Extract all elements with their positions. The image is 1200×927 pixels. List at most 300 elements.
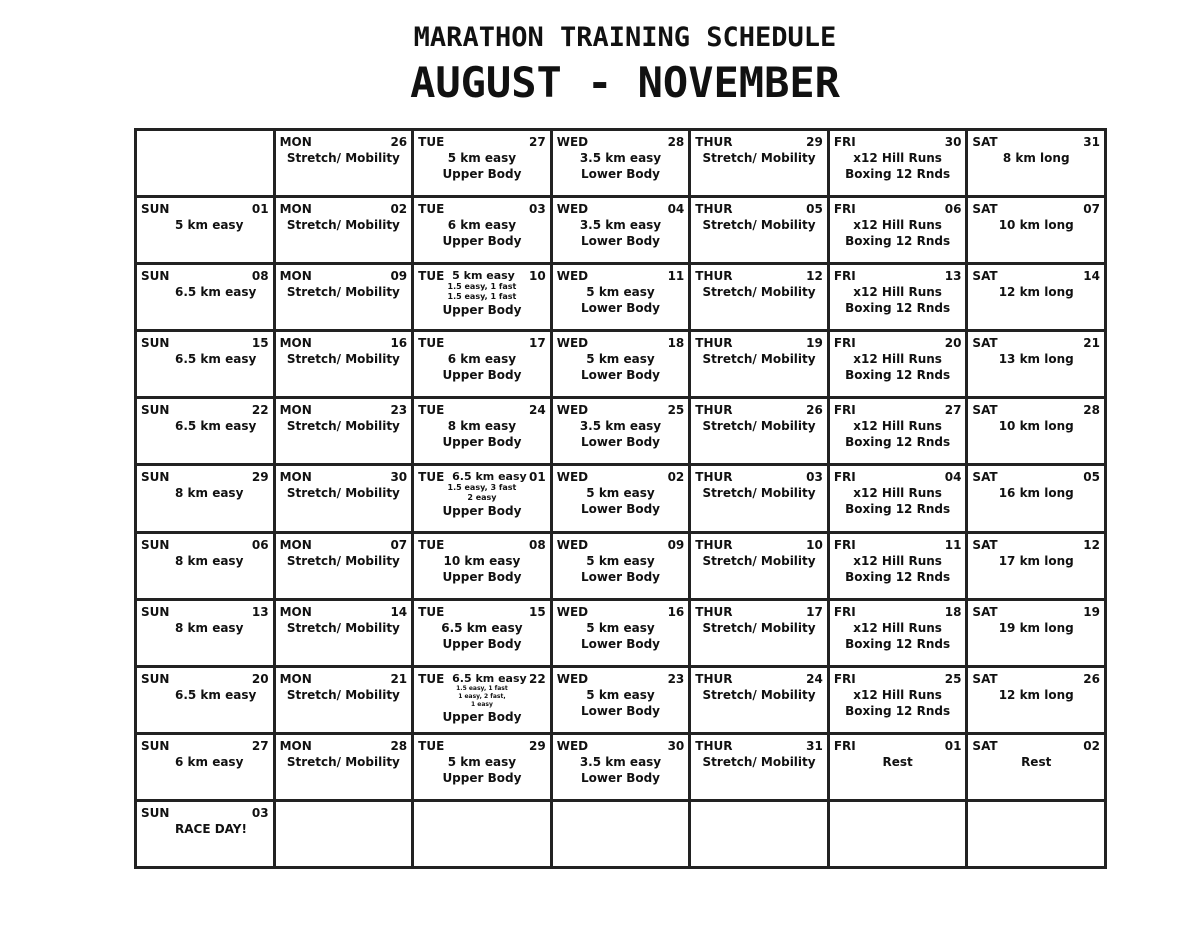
weekday-label: MON xyxy=(279,269,312,284)
workout-line: 8 km easy xyxy=(175,553,244,568)
weekday-label: SUN xyxy=(141,269,170,284)
workout-details xyxy=(175,217,243,233)
workout-line: 5 km easy xyxy=(586,620,655,635)
workout-line: Lower Body xyxy=(580,703,660,718)
workout-line: 5 km easy xyxy=(586,687,655,702)
calendar-cell xyxy=(137,399,273,463)
workout-line: 5 km easy xyxy=(586,553,655,568)
workout-line: 5 km easy xyxy=(447,151,517,165)
date-number: 13 xyxy=(944,269,962,284)
weekday-label: SAT xyxy=(972,470,998,485)
weekday-label: WED xyxy=(556,537,589,552)
workout-line: Upper Body xyxy=(442,770,522,785)
date-number: 19 xyxy=(806,336,823,351)
date-number: 27 xyxy=(944,403,962,418)
calendar-cell xyxy=(968,735,1104,799)
workout-line: Stretch/ Mobility xyxy=(702,754,816,769)
calendar-cell xyxy=(276,534,412,598)
interval-note: 1 easy xyxy=(470,700,493,708)
workout-details xyxy=(276,754,412,770)
calendar-cell xyxy=(137,601,273,665)
workout-line: 5 km easy xyxy=(447,754,517,769)
calendar-cell xyxy=(968,399,1104,463)
workout-line: 5 km easy xyxy=(586,352,655,367)
weekday-label: TUE xyxy=(418,202,445,217)
workout-line: x12 Hill Runs xyxy=(853,620,942,635)
workout-line: Boxing 12 Rnds xyxy=(845,167,951,181)
workout-details xyxy=(691,485,827,501)
date-number: 30 xyxy=(390,470,408,485)
weekday-label: SAT xyxy=(972,537,998,552)
date-number: 03 xyxy=(806,470,823,485)
calendar-cell xyxy=(414,534,550,598)
date-number: 10 xyxy=(529,269,546,284)
calendar-cell xyxy=(830,466,966,530)
weekday-label: THUR xyxy=(695,738,733,753)
workout-line: 8 km long xyxy=(1002,151,1070,165)
workout-line: RACE DAY! xyxy=(175,821,247,836)
date-number: 04 xyxy=(944,470,962,485)
workout-line: 3.5 km easy xyxy=(579,151,662,165)
workout-details xyxy=(414,217,550,249)
workout-details xyxy=(553,284,689,316)
calendar-cell xyxy=(691,332,827,396)
workout-line: x12 Hill Runs xyxy=(853,687,942,702)
weekday-label: MON xyxy=(279,403,312,418)
workout-line: Lower Body xyxy=(580,569,660,584)
date-number: 30 xyxy=(944,135,962,149)
workout-line: Stretch/ Mobility xyxy=(286,218,400,233)
weekday-label: TUE xyxy=(418,336,445,351)
weekday-label: MON xyxy=(279,671,312,686)
calendar-grid xyxy=(134,128,1107,869)
weekday-label: FRI xyxy=(833,269,856,284)
date-number: 05 xyxy=(806,202,823,217)
weekday-label: THUR xyxy=(695,202,733,217)
workout-details xyxy=(553,687,689,719)
date-number: 01 xyxy=(251,202,269,217)
date-number: 10 xyxy=(806,537,823,552)
workout-details xyxy=(175,553,243,569)
workout-line: Upper Body xyxy=(442,636,522,651)
workout-line: 6 km easy xyxy=(175,754,244,769)
workout-line: x12 Hill Runs xyxy=(853,486,942,501)
workout-line: 6.5 km easy xyxy=(175,352,257,367)
interval-note: 1.5 easy, 1 fast xyxy=(447,292,517,302)
date-number: 14 xyxy=(1083,269,1100,284)
calendar-cell xyxy=(830,399,966,463)
date-number: 01 xyxy=(944,738,962,753)
weekday-label: THUR xyxy=(695,537,733,552)
workout-line: 16 km long xyxy=(998,486,1074,501)
workout-line: 19 km long xyxy=(998,620,1074,635)
workout-details xyxy=(414,754,550,786)
workout-line: Lower Body xyxy=(580,167,660,181)
date-number: 02 xyxy=(667,470,685,485)
date-number: 15 xyxy=(529,604,546,619)
workout-details xyxy=(175,418,256,434)
weekday-label: TUE xyxy=(418,470,445,485)
weekday-label: MON xyxy=(279,738,312,753)
weekday-label: TUE xyxy=(418,537,445,552)
date-number: 31 xyxy=(1083,135,1100,149)
date-number: 30 xyxy=(667,738,685,753)
workout-details xyxy=(553,217,689,249)
calendar-cell xyxy=(968,131,1104,195)
date-number: 07 xyxy=(390,537,408,552)
weekday-label: SAT xyxy=(972,604,998,619)
workout-details xyxy=(830,485,966,517)
workout-line: Stretch/ Mobility xyxy=(286,151,400,165)
calendar-cell xyxy=(137,802,273,866)
date-number: 16 xyxy=(667,604,685,619)
date-number: 03 xyxy=(251,805,269,820)
workout-details xyxy=(175,351,256,367)
date-number: 11 xyxy=(944,537,962,552)
workout-line: Stretch/ Mobility xyxy=(702,553,816,568)
calendar-cell xyxy=(414,399,550,463)
calendar-cell xyxy=(691,198,827,262)
workout-details xyxy=(276,418,412,434)
calendar-cell xyxy=(414,601,550,665)
weekday-label: SAT xyxy=(972,202,998,217)
calendar-cell xyxy=(276,131,412,195)
workout-details xyxy=(175,754,243,770)
calendar-cell xyxy=(830,265,966,329)
date-number: 05 xyxy=(1083,470,1100,485)
calendar-cell xyxy=(968,802,1104,866)
weekday-label: MON xyxy=(279,135,312,149)
weekday-label: SAT xyxy=(972,269,998,284)
weekday-label: THUR xyxy=(695,336,733,351)
interval-note: 1.5 easy, 1 fast xyxy=(447,282,517,292)
weekday-label: FRI xyxy=(833,403,856,418)
workout-line: x12 Hill Runs xyxy=(853,352,942,367)
workout-line: 6.5 km easy xyxy=(175,419,257,434)
workout-line: 10 km easy xyxy=(443,553,521,568)
interval-note: 1.5 easy, 3 fast xyxy=(447,483,517,493)
weekday-label: FRI xyxy=(833,470,856,485)
date-number: 07 xyxy=(1083,202,1100,217)
weekday-label: FRI xyxy=(833,202,856,217)
workout-details xyxy=(553,620,689,652)
weekday-label: WED xyxy=(556,604,589,619)
workout-line: 6.5 km easy xyxy=(175,285,257,300)
workout-line: Stretch/ Mobility xyxy=(702,486,816,501)
workout-line: Boxing 12 Rnds xyxy=(845,636,951,651)
workout-details xyxy=(553,485,689,517)
workout-line: Stretch/ Mobility xyxy=(702,352,816,367)
workout-details xyxy=(968,687,1104,703)
schedule-subtitle: AUGUST - NOVEMBER xyxy=(410,58,840,107)
weekday-label: TUE xyxy=(418,738,445,753)
date-number: 29 xyxy=(806,135,823,149)
date-number: 27 xyxy=(529,135,546,149)
date-number: 31 xyxy=(806,738,823,753)
interval-note: 1.5 easy, 1 fast xyxy=(456,684,508,692)
calendar-cell xyxy=(414,802,550,866)
weekday-label: TUE xyxy=(418,269,445,284)
workout-details xyxy=(691,217,827,233)
workout-line: Boxing 12 Rnds xyxy=(845,703,951,718)
workout-line: Boxing 12 Rnds xyxy=(845,234,951,249)
workout-line: 12 km long xyxy=(998,285,1074,300)
workout-details xyxy=(691,150,827,166)
calendar-cell xyxy=(553,198,689,262)
workout-line: Lower Body xyxy=(580,636,660,651)
workout-line: Stretch/ Mobility xyxy=(702,151,816,165)
calendar-cell xyxy=(691,802,827,866)
calendar-cell xyxy=(830,802,966,866)
calendar-cell xyxy=(691,399,827,463)
date-number: 06 xyxy=(251,537,269,552)
workout-line: Upper Body xyxy=(442,234,522,249)
workout-details xyxy=(553,351,689,383)
calendar-cell xyxy=(553,534,689,598)
calendar-cell xyxy=(137,332,273,396)
workout-details xyxy=(414,685,550,725)
calendar-cell xyxy=(830,198,966,262)
weekday-label: WED xyxy=(556,738,589,753)
workout-details xyxy=(276,620,412,636)
weekday-label: MON xyxy=(279,604,312,619)
weekday-label: WED xyxy=(556,470,589,485)
workout-details xyxy=(175,485,243,501)
workout-details xyxy=(276,687,412,703)
calendar-cell xyxy=(137,131,273,195)
weekday-label: SUN xyxy=(141,537,170,552)
date-number: 21 xyxy=(390,671,408,686)
calendar-cell xyxy=(691,534,827,598)
workout-line: Stretch/ Mobility xyxy=(702,620,816,635)
weekday-label: THUR xyxy=(695,604,733,619)
workout-details xyxy=(968,754,1104,770)
date-number: 16 xyxy=(390,336,408,351)
workout-line: 6 km easy xyxy=(447,352,517,367)
workout-details xyxy=(276,351,412,367)
date-number: 09 xyxy=(667,537,685,552)
date-number: 29 xyxy=(251,470,269,485)
workout-details xyxy=(276,150,412,166)
calendar-cell xyxy=(276,265,412,329)
calendar-cell xyxy=(968,198,1104,262)
calendar-cell xyxy=(830,131,966,195)
date-number: 28 xyxy=(1083,403,1100,418)
calendar-cell xyxy=(553,802,689,866)
weekday-label: SUN xyxy=(141,671,170,686)
workout-line: x12 Hill Runs xyxy=(853,151,942,165)
interval-note: 2 easy xyxy=(467,493,497,503)
date-number: 24 xyxy=(529,403,546,418)
workout-line: 10 km long xyxy=(998,218,1074,233)
date-number: 23 xyxy=(390,403,408,418)
workout-line: Stretch/ Mobility xyxy=(286,620,400,635)
calendar-cell xyxy=(137,534,273,598)
calendar-cell xyxy=(830,601,966,665)
workout-details xyxy=(276,217,412,233)
calendar-cell xyxy=(691,466,827,530)
weekday-label: THUR xyxy=(695,671,733,686)
date-number: 21 xyxy=(1083,336,1100,351)
calendar-cell xyxy=(968,265,1104,329)
workout-line: Stretch/ Mobility xyxy=(286,553,400,568)
workout-details xyxy=(830,217,966,249)
date-number: 06 xyxy=(944,202,962,217)
workout-line: Boxing 12 Rnds xyxy=(845,569,951,584)
workout-line: 10 km long xyxy=(998,419,1074,434)
workout-details xyxy=(175,821,247,837)
workout-line: x12 Hill Runs xyxy=(853,419,942,434)
date-number: 20 xyxy=(251,671,269,686)
workout-details xyxy=(691,754,827,770)
date-number: 25 xyxy=(667,403,685,418)
workout-details xyxy=(414,150,550,182)
calendar-cell xyxy=(414,265,550,329)
weekday-label: THUR xyxy=(695,470,733,485)
calendar-cell xyxy=(830,332,966,396)
workout-line: Stretch/ Mobility xyxy=(286,687,400,702)
workout-details xyxy=(830,687,966,719)
workout-details xyxy=(276,284,412,300)
workout-line: 8 km easy xyxy=(175,486,244,501)
calendar-cell xyxy=(553,466,689,530)
date-number: 02 xyxy=(390,202,408,217)
workout-details xyxy=(691,687,827,703)
weekday-label: TUE xyxy=(418,403,445,418)
workout-details xyxy=(553,150,689,182)
workout-line: Upper Body xyxy=(442,167,522,181)
workout-line: Stretch/ Mobility xyxy=(702,419,816,434)
weekday-label: SUN xyxy=(141,738,170,753)
workout-line: Rest xyxy=(1021,754,1052,769)
workout-details xyxy=(175,687,256,703)
date-number: 28 xyxy=(667,135,685,149)
workout-details xyxy=(175,620,243,636)
workout-line: 3.5 km easy xyxy=(579,419,662,434)
workout-line: 17 km long xyxy=(998,553,1074,568)
workout-details xyxy=(691,351,827,367)
calendar-cell xyxy=(276,668,412,732)
date-number: 18 xyxy=(667,336,685,351)
date-number: 22 xyxy=(251,403,269,418)
weekday-label: FRI xyxy=(833,604,856,619)
calendar-cell xyxy=(968,332,1104,396)
calendar-cell xyxy=(276,735,412,799)
workout-details xyxy=(830,754,966,770)
weekday-label: FRI xyxy=(833,537,856,552)
workout-line: Upper Body xyxy=(442,435,522,450)
workout-line: Rest xyxy=(882,754,913,769)
calendar-cell xyxy=(553,265,689,329)
weekday-label: MON xyxy=(279,470,312,485)
calendar-cell xyxy=(276,198,412,262)
workout-details xyxy=(830,620,966,652)
calendar-cell xyxy=(137,198,273,262)
weekday-label: THUR xyxy=(695,269,733,284)
calendar-cell xyxy=(553,332,689,396)
weekday-label: SUN xyxy=(141,805,170,820)
workout-details xyxy=(414,483,550,519)
date-number: 09 xyxy=(390,269,408,284)
calendar-cell xyxy=(276,399,412,463)
weekday-label: SUN xyxy=(141,604,170,619)
weekday-label: MON xyxy=(279,336,312,351)
weekday-label: SUN xyxy=(141,336,170,351)
calendar-cell xyxy=(691,265,827,329)
date-number: 08 xyxy=(529,537,546,552)
workout-details xyxy=(553,553,689,585)
date-number: 29 xyxy=(529,738,546,753)
workout-line: 13 km long xyxy=(998,352,1074,367)
workout-line: 12 km long xyxy=(998,687,1074,702)
date-number: 25 xyxy=(944,671,962,686)
date-number: 08 xyxy=(251,269,269,284)
weekday-label: SUN xyxy=(141,202,170,217)
weekday-label: WED xyxy=(556,671,589,686)
calendar-cell xyxy=(691,668,827,732)
workout-line: 3.5 km easy xyxy=(579,218,662,233)
workout-line: 6.5 km easy xyxy=(441,620,523,635)
calendar-cell xyxy=(830,668,966,732)
date-number: 14 xyxy=(390,604,408,619)
weekday-label: SAT xyxy=(972,671,998,686)
workout-details xyxy=(830,553,966,585)
workout-line: Boxing 12 Rnds xyxy=(845,435,951,450)
weekday-label: WED xyxy=(556,202,589,217)
date-number: 26 xyxy=(1083,671,1100,686)
workout-details xyxy=(968,150,1104,166)
workout-line: Upper Body xyxy=(442,368,522,383)
calendar-cell xyxy=(414,466,550,530)
workout-line: Lower Body xyxy=(580,301,660,316)
workout-details xyxy=(968,553,1104,569)
weekday-label: SUN xyxy=(141,470,170,485)
date-number: 27 xyxy=(251,738,269,753)
workout-details xyxy=(553,418,689,450)
weekday-label: TUE xyxy=(418,135,445,149)
workout-line: 6 km easy xyxy=(447,218,517,233)
date-number: 28 xyxy=(390,738,408,753)
weekday-label: THUR xyxy=(695,403,733,418)
weekday-label: SAT xyxy=(972,336,998,351)
date-number: 26 xyxy=(390,135,408,149)
workout-details xyxy=(691,284,827,300)
date-number: 23 xyxy=(667,671,685,686)
workout-line: x12 Hill Runs xyxy=(853,285,942,300)
workout-details xyxy=(691,553,827,569)
weekday-label: FRI xyxy=(833,738,856,753)
workout-line: Lower Body xyxy=(580,770,660,785)
date-number: 18 xyxy=(944,604,962,619)
calendar-cell xyxy=(414,668,550,732)
weekday-label: MON xyxy=(279,537,312,552)
workout-line: Boxing 12 Rnds xyxy=(845,368,951,383)
workout-line: Lower Body xyxy=(580,368,660,383)
workout-details xyxy=(968,284,1104,300)
workout-line: Stretch/ Mobility xyxy=(286,486,400,501)
workout-details xyxy=(830,418,966,450)
calendar-cell xyxy=(553,399,689,463)
workout-details xyxy=(553,754,689,786)
workout-line: Lower Body xyxy=(580,502,660,517)
date-number: 13 xyxy=(251,604,269,619)
workout-details xyxy=(276,485,412,501)
workout-line: Boxing 12 Rnds xyxy=(845,301,951,316)
interval-note: 1 easy, 2 fast, xyxy=(458,692,506,700)
calendar-cell xyxy=(968,466,1104,530)
weekday-label: SAT xyxy=(972,135,998,149)
calendar-cell xyxy=(414,735,550,799)
